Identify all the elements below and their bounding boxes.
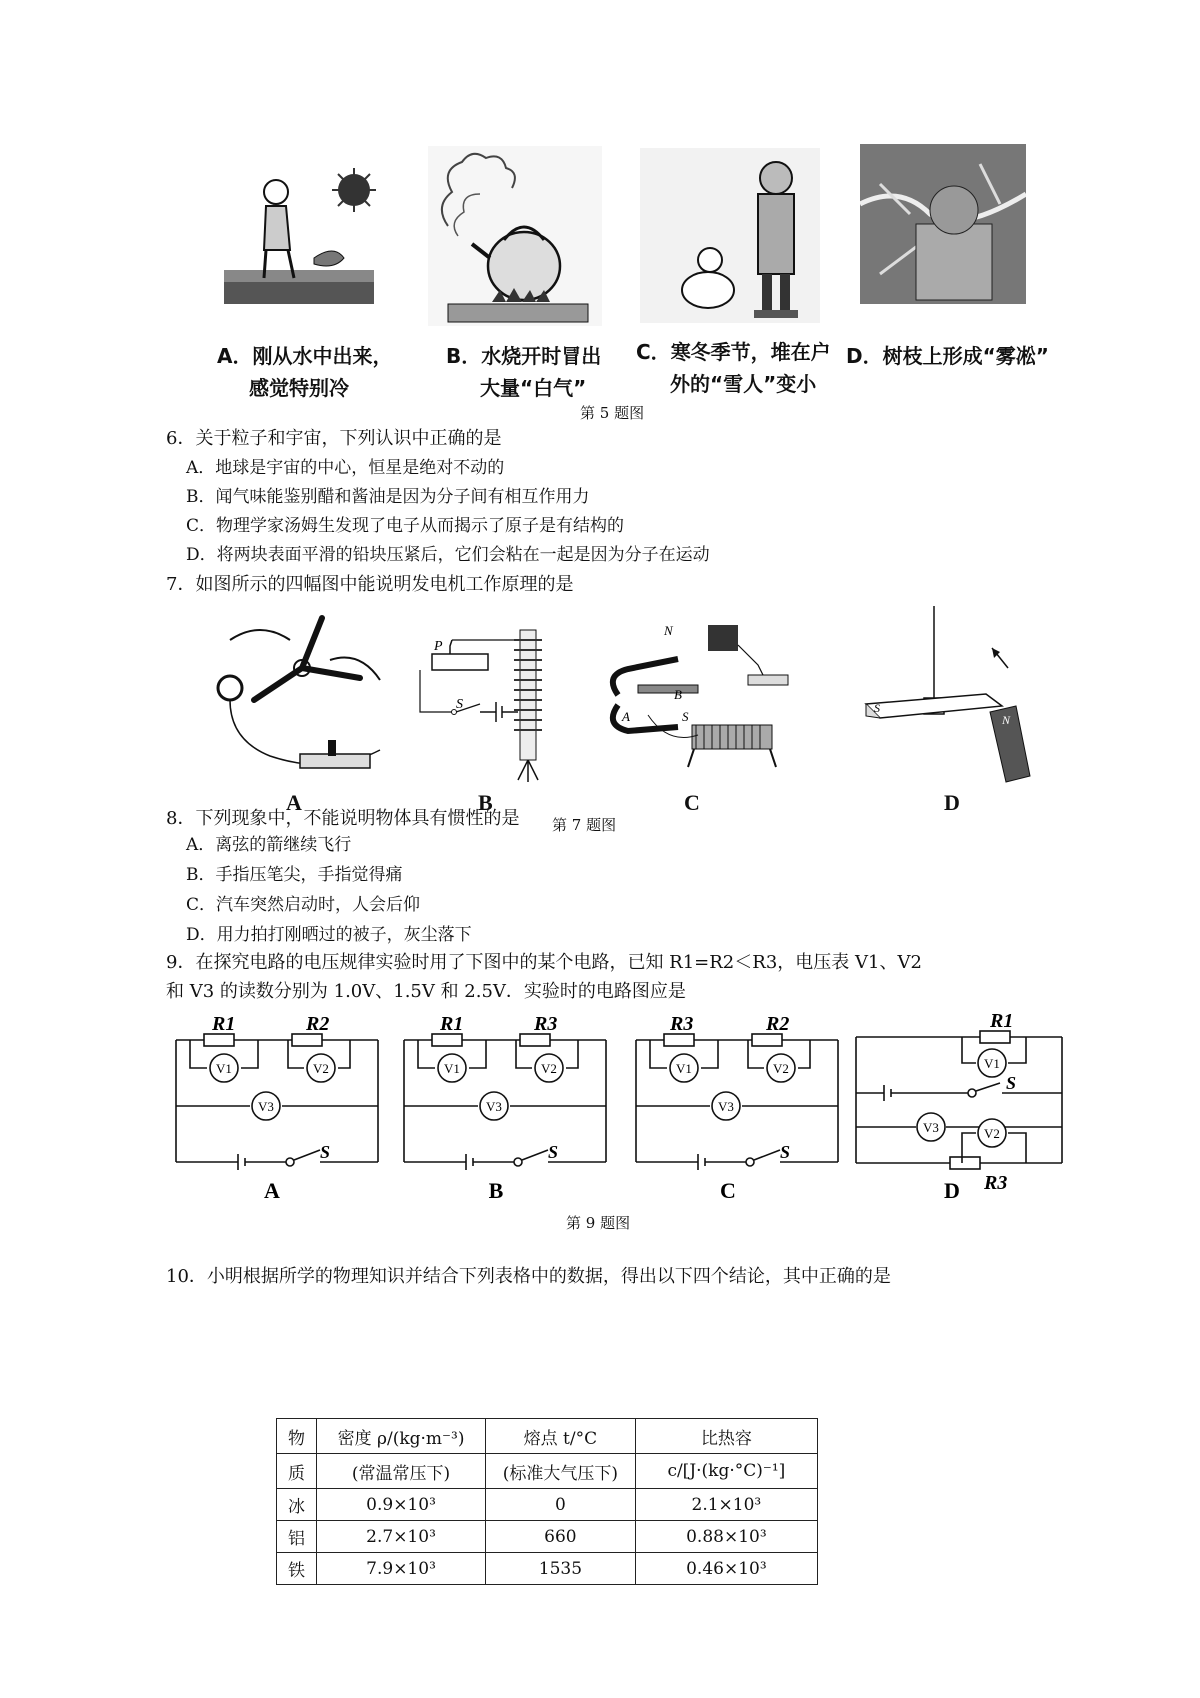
label-v2: V2 <box>313 1061 329 1076</box>
option-line1: 树枝上形成“雾凇” <box>882 344 1049 368</box>
circuit-label: A <box>264 1178 280 1200</box>
circuit-label: D <box>944 1178 960 1200</box>
label-r-left: R3 <box>670 1013 694 1035</box>
q5-figure-a <box>214 140 382 320</box>
header-cell: (常温常压下) <box>317 1454 486 1489</box>
option-line2: 外的“雪人”变小 <box>670 372 817 396</box>
q5-option-a <box>217 340 417 404</box>
label-v3: V3 <box>258 1099 274 1114</box>
q9-circuit-b <box>398 1010 613 1200</box>
header-cell: 物 <box>277 1419 317 1454</box>
q7-figure-a <box>210 610 390 790</box>
header-cell: 密度 ρ/(kg·m⁻³) <box>317 1419 486 1454</box>
q7-caption: 第 7 题图 <box>552 816 617 834</box>
label-v1: V1 <box>984 1056 1000 1071</box>
label-r-left: R1 <box>440 1013 464 1035</box>
label-p: P <box>434 639 443 654</box>
label-v1: V1 <box>444 1061 460 1076</box>
label-switch: S <box>548 1142 559 1162</box>
label-switch: S <box>1006 1073 1017 1093</box>
q5-figure-c <box>640 148 820 323</box>
label-s: S <box>456 697 463 712</box>
q7-label-a: A <box>286 790 302 815</box>
label-v1: V1 <box>676 1061 692 1076</box>
label-b: B <box>674 687 682 702</box>
option-letter: B． <box>446 344 482 368</box>
q5-option-b <box>446 340 646 404</box>
density-cell: 0.9×10³ <box>317 1489 486 1521</box>
label-r-bottom: R3 <box>984 1172 1008 1194</box>
q7-figure-c <box>598 605 812 790</box>
density-cell: 2.7×10³ <box>317 1521 486 1553</box>
option-letter: A． <box>217 344 253 368</box>
substance-cell: 冰 <box>277 1489 317 1521</box>
header-cell: 质 <box>277 1454 317 1489</box>
header-cell: 比热容 <box>635 1419 817 1454</box>
label-a: A <box>622 709 630 724</box>
q5-caption: 第 5 题图 <box>580 404 645 422</box>
table-header-row-1 <box>277 1419 818 1454</box>
q9-stem-line1: 9．在探究电路的电压规律实验时用了下图中的某个电路，已知 R1=R2＜R3，电压表 V1、V2 <box>166 952 922 973</box>
q5-option-c <box>636 336 846 400</box>
q7-label-d: D <box>944 790 960 815</box>
label-v3: V3 <box>718 1099 734 1114</box>
table-row <box>277 1489 818 1521</box>
melting-point-cell: 0 <box>486 1489 636 1521</box>
q10-data-table <box>276 1418 818 1585</box>
header-cell: (标准大气压下) <box>486 1454 636 1489</box>
q8-option-d: D．用力拍打刚晒过的被子，灰尘落下 <box>186 925 472 945</box>
q9-circuit-d <box>850 1005 1070 1200</box>
q7-stem: 7．如图所示的四幅图中能说明发电机工作原理的是 <box>166 574 574 595</box>
label-s: S <box>682 709 689 724</box>
q8-option-a: A．离弦的箭继续飞行 <box>186 835 352 855</box>
q6-option-d: D．将两块表面平滑的铅块压紧后，它们会粘在一起是因为分子在运动 <box>186 545 710 565</box>
q5-figure-b <box>428 146 602 326</box>
specific-heat-cell: 2.1×10³ <box>635 1489 817 1521</box>
option-line1: 寒冬季节，堆在户 <box>670 340 831 364</box>
label-s: S <box>874 701 880 715</box>
q8-stem: 8．下列现象中，不能说明物体具有惯性的是 <box>166 808 520 829</box>
label-v2: V2 <box>773 1061 789 1076</box>
density-cell: 7.9×10³ <box>317 1553 486 1585</box>
circuit-label: B <box>488 1178 504 1200</box>
label-v2: V2 <box>541 1061 557 1076</box>
q9-circuit-c <box>630 1010 845 1200</box>
substance-cell: 铁 <box>277 1553 317 1585</box>
q10-stem: 10．小明根据所学的物理知识并结合下列表格中的数据，得出以下四个结论，其中正确的是 <box>166 1266 891 1287</box>
option-line2: 大量“白气” <box>480 376 587 400</box>
substance-cell: 铝 <box>277 1521 317 1553</box>
q6-option-c: C．物理学家汤姆生发现了电子从而揭示了原子是有结构的 <box>186 516 625 536</box>
label-v3: V3 <box>923 1120 939 1135</box>
circuit-label: C <box>720 1178 736 1200</box>
label-n: N <box>1002 713 1011 727</box>
option-line1: 水烧开时冒出 <box>481 344 602 368</box>
q7-label-b: B <box>478 790 493 815</box>
table-row <box>277 1521 818 1553</box>
q9-stem-line2: 和 V3 的读数分别为 1.0V、1.5V 和 2.5V．实验时的电路图应是 <box>166 981 686 1002</box>
label-switch: S <box>320 1142 331 1162</box>
q9-circuit-a <box>170 1010 385 1200</box>
specific-heat-cell: 0.88×10³ <box>635 1521 817 1553</box>
label-switch: S <box>780 1142 791 1162</box>
option-line2: 感觉特别冷 <box>249 376 349 400</box>
table-row <box>277 1553 818 1585</box>
q6-option-b: B．闻气味能鉴别醋和酱油是因为分子间有相互作用力 <box>186 487 590 507</box>
option-letter: C． <box>636 340 671 364</box>
label-r-right: R2 <box>306 1013 330 1035</box>
q7-figure-d <box>860 606 1040 791</box>
label-r-right: R3 <box>534 1013 558 1035</box>
q5-figure-d <box>860 144 1026 304</box>
table-header-row-2 <box>277 1454 818 1489</box>
option-line1: 刚从水中出来， <box>252 344 393 368</box>
melting-point-cell: 660 <box>486 1521 636 1553</box>
label-r-left: R1 <box>212 1013 236 1035</box>
q7-label-c: C <box>684 790 700 815</box>
q7-figure-b <box>410 610 560 790</box>
label-v2: V2 <box>984 1126 1000 1141</box>
specific-heat-cell: 0.46×10³ <box>635 1553 817 1585</box>
q5-option-d <box>846 340 1066 372</box>
melting-point-cell: 1535 <box>486 1553 636 1585</box>
label-v3: V3 <box>486 1099 502 1114</box>
header-cell: 熔点 t/°C <box>486 1419 636 1454</box>
label-r-right: R2 <box>766 1013 790 1035</box>
option-letter: D． <box>846 344 883 368</box>
header-cell: c/[J·(kg·°C)⁻¹] <box>635 1454 817 1489</box>
label-r-top: R1 <box>990 1010 1014 1032</box>
q9-caption: 第 9 题图 <box>566 1214 631 1232</box>
label-n: N <box>664 623 673 638</box>
q8-option-c: C．汽车突然启动时，人会后仰 <box>186 895 421 915</box>
q8-option-b: B．手指压笔尖，手指觉得痛 <box>186 865 403 885</box>
q6-stem: 6．关于粒子和宇宙，下列认识中正确的是 <box>166 428 502 449</box>
q6-option-a: A．地球是宇宙的中心，恒星是绝对不动的 <box>186 458 505 478</box>
label-v1: V1 <box>216 1061 232 1076</box>
